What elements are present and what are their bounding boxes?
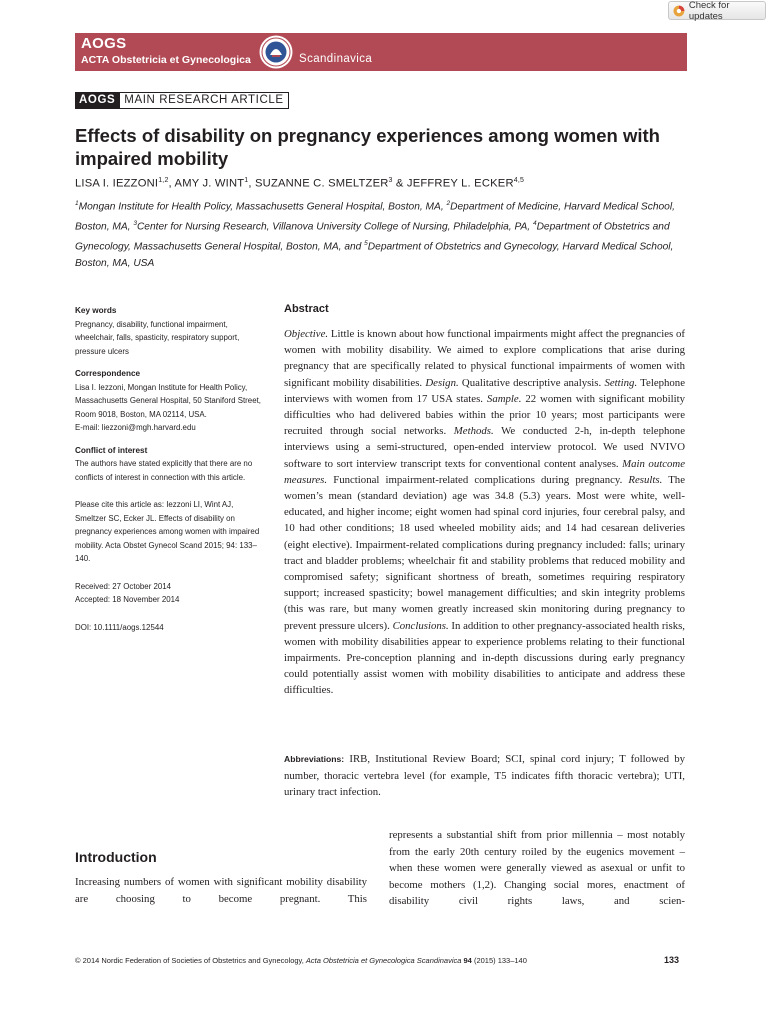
accepted-date: Accepted: 18 November 2014 — [75, 595, 180, 604]
abstract-body — [284, 326, 685, 699]
abstract-section-label: Setting. — [604, 376, 638, 389]
author-separator: , — [248, 177, 256, 190]
abbreviations-heading: Abbreviations: — [284, 754, 345, 764]
author-name: JEFFREY L. ECKER — [406, 177, 514, 190]
check-updates-icon — [673, 5, 685, 17]
article-title: Effects of disability on pregnancy experiences among women with impaired mobility — [75, 125, 660, 169]
article-sidebar — [75, 304, 265, 643]
abstract-section-label: Objective. — [284, 328, 329, 340]
affiliation-text: Department of Medicine, Harvard Medical School, Boston, MA, — [75, 201, 675, 233]
keywords-heading: Key words — [75, 306, 117, 315]
abstract-heading: Abstract — [284, 303, 329, 315]
affiliation-text: Mongan Institute for Health Policy, Massachusetts General Hospital, Boston, MA, — [78, 201, 447, 213]
abstract-section-label: Conclusions. — [392, 619, 449, 632]
author-list — [75, 177, 524, 190]
citation-text: Please cite this article as: Iezzoni LI, Wint AJ, Smeltzer SC, Ecker JL. Effects of disability on pregnancy experiences among women with impaired mobility. Acta Obstet Gynecol Scand 2015; 94: 133–140. — [75, 500, 260, 563]
affiliation-marker: 4 — [532, 219, 537, 227]
author-separator: & — [392, 177, 407, 190]
check-for-updates-button[interactable] — [668, 1, 766, 20]
abstract-section-text: Telephone interviews with women from 17 USA states. — [284, 376, 685, 405]
abstract-section-label: Design. — [425, 376, 459, 389]
journal-seal-logo — [259, 35, 293, 69]
received-date: Received: 27 October 2014 — [75, 581, 172, 591]
abstract-section-text: In addition to other pregnancy-associated health risks, women with mobility disabilities appear to experience problems relating to their functional impairments. Pre-conception planning and in-depth discussions during early pregnancy could potentially assist women with mobility disabilities to anticipate and address these difficulties. — [284, 619, 685, 697]
abstract-section-text: We conducted 2-h, in-depth telephone interviews using a semi-structured, open-ended interview protocol. We used NVIVO software to sort interview transcript texts for conventional content analyses. — [284, 425, 685, 470]
affiliation-marker: 2 — [446, 200, 451, 207]
abstract-section-label: Main outcome measures. — [284, 457, 685, 486]
affiliation-marker: 5 — [364, 239, 368, 247]
journal-fullname: ACTA Obstetricia et Gynecologica — [81, 54, 251, 66]
affiliation-text: Department of Obstetrics and Gynecology, Harvard Medical School, Boston, MA, USA — [75, 241, 674, 269]
article-type-tag: AOGS — [75, 92, 119, 109]
journal-abbrev: AOGS — [81, 35, 127, 52]
affiliation-text: Department of Obstetrics and Gynecology, Massachusetts General Hospital, Boston, MA, and — [75, 221, 670, 253]
journal-suffix: Scandinavica — [299, 53, 373, 65]
introduction-right-column: represents a substantial shift from prior millennia – most notably from the early 20th century roiled by the eugenics movement – when these women were generally viewed as asexual or unfit to become mothers (1,2). Changing social mores, enactment of disability civil rights laws, and scien- — [389, 829, 685, 907]
abstract-section-text: The women’s mean (standard deviation) age was 34.8 (5.3) years. Most were white, well-educated, and higher income; eight women had spinal cord injuries, four cerebral palsy, and 10 had other conditions; 18 used wheeled mobility aids; and 14 had cesarean deliveries (eight elective). Impairment-related complications during pregnancy included: falls; urinary tract and bladder problems; wheelchair fit and stability problems that reduced mobility and compromised safety; significant shortness of breath, sometimes requiring respiratory support; increased spasticity; bowel management difficulties; and skin integrity problems (this was rare, but many women greatly increased skin monitoring during pregnancy to prevent pressure ulcers). — [284, 473, 685, 632]
conflict-heading: Conflict of interest — [75, 445, 148, 455]
abbreviations-text: IRB, Institutional Review Board; SCI, spinal cord injury; T followed by number, thoracic vertebra level (for example, T5 indicates fifth thoracic vertebra); UTI, urinary tract infection. — [284, 753, 685, 798]
keywords-text: Pregnancy, disability, functional impairment, wheelchair, falls, spasticity, respiratory support, pressure ulcers — [75, 319, 240, 356]
author-affiliation-marker: 1,2 — [158, 177, 169, 184]
page-number: 133 — [664, 955, 680, 965]
author-affiliation-marker: 3 — [388, 177, 393, 184]
correspondence-email[interactable]: E-mail: liezzoni@mgh.harvard.edu — [75, 423, 196, 432]
abstract-section-text: Functional impairment-related complications during pregnancy. — [327, 473, 629, 486]
author-separator: , — [168, 177, 175, 190]
affiliation-marker: 3 — [133, 219, 137, 227]
correspondence-address: Lisa I. Iezzoni, Mongan Institute for Health Policy, Massachusetts General Hospital, 50 Staniford Street, Room 9018, Boston, MA 02114, USA. — [75, 382, 261, 419]
article-type — [75, 92, 289, 109]
doi[interactable]: DOI: 10.1111/aogs.12544 — [75, 622, 164, 632]
affiliation-text: Center for Nursing Research, Villanova University College of Nursing, Philadelphia, PA, — [136, 221, 533, 233]
copyright-prefix: © 2014 Nordic Federation of Societies of Obstetrics and Gynecology, — [75, 956, 306, 965]
abstract-section-text: 22 women with significant mobility difficulties who had delivered babies within the prior 10 years; most participants were recruited through social networks. — [284, 392, 685, 438]
introduction-left-column: Increasing numbers of women with significant mobility disability are choosing to become pregnant. This — [75, 876, 367, 905]
issue-pages: (2015) 133–140 — [471, 956, 527, 965]
affiliation-marker: 1 — [75, 200, 79, 207]
footer-copyright — [75, 956, 635, 965]
author-name: AMY J. WINT — [174, 177, 245, 190]
journal-banner — [75, 33, 687, 71]
abstract-section-text: Little is known about how functional impairments might affect the pregnancies of women with mobility disability. We aimed to explore complications that arise during pregnancy that are specifically related to physical functional impairments of women with significant mobility disabilities. — [284, 328, 685, 389]
abstract-section-label: Sample. — [486, 392, 522, 405]
author-affiliation-marker: 4,5 — [513, 177, 525, 184]
affiliations — [75, 196, 687, 272]
author-name: LISA I. IEZZONI — [75, 177, 159, 190]
abstract-section-label: Results. — [628, 473, 663, 486]
check-updates-label: Check for updates — [688, 0, 730, 22]
correspondence-heading: Correspondence — [75, 369, 141, 378]
author-name: SUZANNE C. SMELTZER — [255, 177, 389, 190]
article-type-label: MAIN RESEARCH ARTICLE — [119, 92, 288, 109]
volume-number: 94 — [461, 956, 472, 965]
author-affiliation-marker: 1 — [244, 177, 249, 184]
introduction-heading: Introduction — [75, 849, 157, 865]
abstract-section-label: Methods. — [453, 425, 494, 438]
conflict-text: The authors have stated explicitly that there are no conflicts of interest in connection with this article. — [75, 459, 253, 482]
journal-name-italic: Acta Obstetricia et Gynecologica Scandinavica — [305, 956, 462, 965]
abstract-section-text: Qualitative descriptive analysis. — [458, 376, 605, 389]
abbreviations — [284, 751, 685, 801]
